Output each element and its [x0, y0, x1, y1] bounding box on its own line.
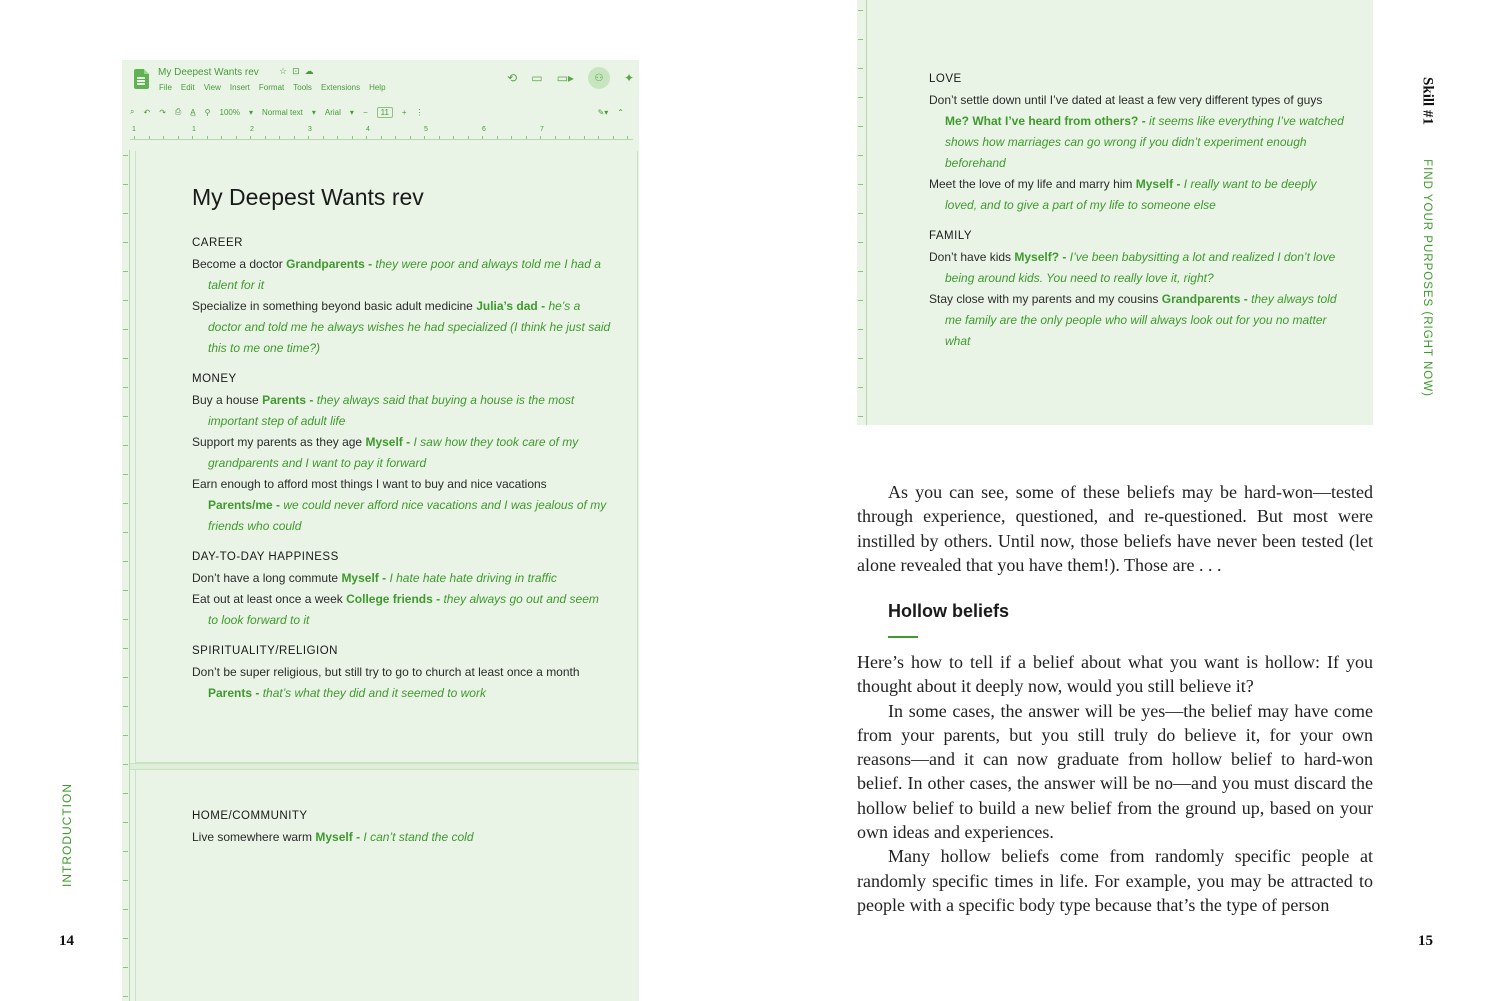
ruler-tick — [598, 136, 599, 139]
entry-text: Eat out at least once a week — [192, 592, 343, 606]
ruler-tick — [858, 329, 863, 330]
google-docs-screenshot — [122, 60, 639, 1001]
doc-entry — [929, 90, 1349, 174]
entry-source: Julia’s dad - — [476, 299, 546, 313]
ruler-tick — [381, 136, 382, 139]
ruler-label: 6 — [482, 126, 486, 133]
entry-source: Parents/me - — [208, 498, 281, 512]
ruler-tick — [555, 136, 556, 139]
video-call-icon: ▭▸ — [556, 71, 574, 85]
ruler-tick — [858, 300, 863, 301]
entry-note: I’ve been babysitting a lot and realized I don’t love being around kids. You need to really love it, right? — [945, 250, 1336, 285]
ruler-tick — [123, 909, 128, 910]
entry-source: Me? What I’ve heard from others? - — [945, 114, 1146, 128]
ruler-tick — [123, 329, 128, 330]
ruler-tick — [123, 416, 128, 417]
body-paragraph: Many hollow beliefs come from randomly specific people at randomly specific times in life. For example, you may be attracted to people with a specific body type because that’s the type of person — [857, 846, 1373, 915]
entry-note: I can’t stand the cold — [363, 830, 474, 844]
menu-view: View — [203, 83, 221, 92]
body-paragraph: In some cases, the answer will be yes—the belief may have come from your parents, but you still truly do believe it, for your own reasons—and it can now graduate from hollow belief to hard-won belief. In other cases, the answer will be no—and you must discard the hollow belief to build a new belief from the ground up, based on your own ideas and experiences. — [857, 700, 1373, 843]
entry-source: Parents - — [262, 393, 314, 407]
ruler-tick — [123, 793, 128, 794]
entry-text: Don’t have a long commute — [192, 571, 339, 585]
ruler-tick — [123, 706, 128, 707]
subhead-rule — [888, 636, 918, 638]
ruler-tick — [236, 136, 237, 139]
entry-note: we could never afford nice vacations and I was jealous of my friends who could — [208, 498, 607, 533]
ruler-tick — [858, 213, 863, 214]
ruler-tick — [439, 136, 440, 139]
plus-icon: + — [401, 107, 407, 117]
page-break — [130, 763, 639, 770]
entry-text: Don’t settle down until I’ve dated at least a few very different types of guys — [929, 93, 1323, 107]
star-icon: ☆ — [279, 66, 293, 76]
entry-note: he’s a doctor and told me he always wishes he had specialized (I think he just said this to me one time?) — [208, 299, 611, 355]
doc-section-heading: HOME/COMMUNITY — [192, 810, 308, 822]
ruler-tick — [221, 136, 222, 139]
chevron-down-icon: ▾ — [311, 107, 316, 117]
ruler-tick — [123, 387, 128, 388]
doc-entry — [192, 296, 612, 359]
entry-source: Myself - — [315, 830, 361, 844]
font-select: Arial — [324, 107, 341, 117]
ruler-tick — [123, 300, 128, 301]
ruler-tick — [279, 136, 280, 139]
doc-section-heading: LOVE — [929, 73, 962, 85]
ruler-tick — [123, 213, 128, 214]
page-number-right: 15 — [1418, 933, 1433, 949]
ruler-tick — [569, 136, 570, 139]
entry-text: Don’t be super religious, but still try to go to church at least once a month — [192, 665, 580, 679]
ruler-tick — [123, 242, 128, 243]
doc-heading: My Deepest Wants rev — [192, 184, 424, 210]
gemini-icon: ✦ — [623, 71, 634, 85]
ruler-label: 2 — [250, 126, 254, 133]
doc-entry — [192, 827, 612, 848]
entry-source: Myself - — [341, 571, 387, 585]
ruler-tick — [395, 136, 396, 139]
ruler-tick — [123, 445, 128, 446]
ruler-tick — [352, 136, 353, 139]
ruler-tick — [294, 136, 295, 139]
doc-entry — [192, 662, 612, 704]
ruler-tick — [511, 136, 512, 139]
doc-entry — [192, 254, 612, 296]
ruler-tick — [337, 136, 338, 139]
ruler-tick — [123, 271, 128, 272]
doc-section-heading: DAY-TO-DAY HAPPINESS — [192, 551, 339, 563]
font-size-field: 11 — [377, 107, 393, 118]
ruler — [130, 126, 633, 140]
docs-toolbar — [130, 103, 633, 121]
doc-entry — [192, 390, 612, 432]
entry-note: I saw how they took care of my grandparents and I want to pay it forward — [208, 435, 579, 470]
ruler-tick — [858, 387, 863, 388]
entry-text: Buy a house — [192, 393, 259, 407]
ruler-label: 4 — [366, 126, 370, 133]
ruler-label: 3 — [308, 126, 312, 133]
entry-note: they always said that buying a house is the most important step of adult life — [208, 393, 575, 428]
ruler-tick — [123, 880, 128, 881]
doc-entry — [192, 432, 612, 474]
ruler-tick — [453, 136, 454, 139]
redo-icon: ↷ — [159, 107, 166, 117]
print-icon: ⎙ — [174, 107, 182, 116]
doc-section-heading: SPIRITUALITY/RELIGION — [192, 645, 338, 657]
entry-note: they were poor and always told me I had a talent for it — [208, 257, 601, 292]
ruler-label: 5 — [424, 126, 428, 133]
docs-app-bar — [122, 60, 639, 102]
ruler-tick — [192, 136, 193, 139]
intro-paragraph: As you can see, some of these beliefs may be hard-won—tested through experience, questioned, and re-questioned. But most were instilled by others. Until now, those beliefs have never been tested (let alone revealed that you have them!). Those are . . . — [857, 482, 1373, 575]
ruler-tick — [627, 136, 628, 139]
ruler-tick — [123, 996, 128, 997]
ruler-tick — [163, 136, 164, 139]
doc-body-page-2 — [192, 806, 612, 848]
body-paragraph: Here’s how to tell if a belief about what you want is hollow: If you thought about it deeply now, would you still believe it? — [857, 652, 1373, 697]
style-select: Normal text — [261, 107, 303, 117]
ruler-tick — [858, 242, 863, 243]
entry-text: Meet the love of my life and marry him — [929, 177, 1133, 191]
entry-text: Earn enough to afford most things I want to buy and nice vacations — [192, 477, 547, 491]
ruler-tick — [123, 503, 128, 504]
menu-edit: Edit — [180, 83, 195, 92]
ruler-label: 1 — [132, 126, 136, 133]
share-icon: ⚇ — [588, 67, 610, 89]
ruler-tick — [265, 136, 266, 139]
ruler-tick — [134, 136, 135, 139]
ruler-tick — [858, 10, 863, 11]
top-right-icons — [507, 66, 639, 90]
ruler-tick — [858, 97, 863, 98]
comment-icon: ▭ — [531, 71, 543, 85]
paint-format-icon: ⚲ — [204, 107, 211, 117]
entry-source: Myself? - — [1014, 250, 1067, 264]
ruler-tick — [526, 136, 527, 139]
doc-entry — [929, 174, 1349, 216]
menu-file: File — [159, 83, 172, 92]
ruler-tick — [123, 474, 128, 475]
ruler-tick — [123, 590, 128, 591]
ruler-tick — [858, 155, 863, 156]
ruler-tick — [468, 136, 469, 139]
ruler-tick — [613, 136, 614, 139]
ruler-tick — [424, 136, 425, 139]
ruler-tick — [178, 136, 179, 139]
docs-logo-icon — [134, 69, 149, 89]
entry-note: they always told me family are the only people who will always look out for you no matter what — [945, 292, 1337, 348]
page-number-left: 14 — [59, 933, 74, 949]
doc-section-heading: CAREER — [192, 237, 243, 249]
ruler-tick — [858, 358, 863, 359]
doc-entry — [929, 289, 1349, 352]
menu-insert: Insert — [229, 83, 250, 92]
docs-title: My Deepest Wants rev — [158, 67, 259, 78]
skill-label: Skill #1 — [1419, 77, 1436, 125]
ruler-tick — [323, 136, 324, 139]
ruler-tick — [123, 358, 128, 359]
ruler-tick — [482, 136, 483, 139]
doc-body-continued — [929, 69, 1349, 352]
doc-body-page-1 — [192, 233, 612, 704]
menu-help: Help — [369, 83, 386, 92]
ruler-tick — [123, 677, 128, 678]
ruler-tick — [123, 735, 128, 736]
entry-source: Grandparents - — [1161, 292, 1248, 306]
entry-source: Myself - — [365, 435, 411, 449]
title-icons — [279, 66, 319, 77]
running-head-left: INTRODUCTION — [60, 783, 74, 887]
ruler-tick — [410, 136, 411, 139]
ruler-tick — [540, 136, 541, 139]
entry-note: they always go out and seem to look forward to it — [208, 592, 599, 627]
ruler-tick — [858, 68, 863, 69]
ruler-tick — [123, 184, 128, 185]
ruler-tick — [123, 619, 128, 620]
ruler-tick — [584, 136, 585, 139]
chevron-down-icon: ▾ — [349, 107, 354, 117]
ruler-tick — [149, 136, 150, 139]
ruler-tick — [123, 155, 128, 156]
menu-tools: Tools — [293, 83, 312, 92]
chevron-down-icon: ▾ — [248, 107, 253, 117]
entry-note: I hate hate hate driving in traffic — [389, 571, 557, 585]
edit-mode-icon: ✎▾ — [597, 107, 609, 117]
vertical-ruler — [857, 0, 867, 425]
cloud-icon: ☁ — [304, 66, 319, 76]
entry-note: that’s what they did and it seemed to work — [262, 686, 486, 700]
ruler-tick — [858, 126, 863, 127]
ruler-tick — [858, 184, 863, 185]
ruler-tick — [308, 136, 309, 139]
menu-bar — [159, 83, 386, 92]
ruler-tick — [123, 967, 128, 968]
collapse-icon: ⌃ — [617, 107, 624, 117]
menu-extensions: Extensions — [320, 83, 361, 92]
folder-icon: ⊡ — [292, 66, 305, 76]
entry-note: it seems like everything I’ve watched shows how marriages can go wrong if you didn’t experiment enough beforehand — [945, 114, 1344, 170]
body-text — [857, 650, 1373, 917]
ruler-tick — [858, 271, 863, 272]
entry-text: Don’t have kids — [929, 250, 1012, 264]
zoom-select: 100% — [219, 107, 240, 117]
ruler-tick — [123, 561, 128, 562]
doc-section-heading: MONEY — [192, 373, 237, 385]
entry-source: Grandparents - — [286, 257, 373, 271]
entry-source: College friends - — [346, 592, 441, 606]
entry-text: Live somewhere warm — [192, 830, 313, 844]
doc-entry — [192, 589, 612, 631]
doc-entry — [192, 568, 612, 589]
menu-format: Format — [258, 83, 285, 92]
ruler-tick — [207, 136, 208, 139]
minus-icon: − — [362, 107, 368, 117]
undo-icon: ↶ — [143, 107, 151, 117]
entry-text: Specialize in something beyond basic adult medicine — [192, 299, 473, 313]
doc-entry — [192, 474, 612, 537]
ruler-tick — [123, 764, 128, 765]
ruler-tick — [123, 938, 128, 939]
ruler-tick — [366, 136, 367, 139]
ruler-label: 1 — [192, 126, 196, 133]
ruler-tick — [123, 648, 128, 649]
doc-page-2 — [135, 770, 638, 1001]
ruler-tick — [858, 39, 863, 40]
google-docs-screenshot-continued — [857, 0, 1373, 425]
ruler-label: 7 — [540, 126, 544, 133]
doc-entry — [929, 247, 1349, 289]
ruler-tick — [123, 532, 128, 533]
entry-note: I really want to be deeply loved, and to give a part of my life to someone else — [945, 177, 1317, 212]
vertical-ruler — [122, 150, 130, 1001]
history-icon: ⟲ — [507, 71, 518, 85]
doc-section-heading: FAMILY — [929, 230, 973, 242]
ruler-tick — [123, 822, 128, 823]
entry-text: Support my parents as they age — [192, 435, 363, 449]
section-subhead: Hollow beliefs — [888, 601, 1010, 621]
ruler-tick — [497, 136, 498, 139]
ruler-tick — [250, 136, 251, 139]
search-icon: ⌕ — [130, 107, 135, 116]
more-icon: ⋮ — [415, 107, 424, 117]
running-head-right: FIND YOUR PURPOSES (RIGHT NOW) — [1421, 159, 1433, 397]
entry-source: Myself - — [1135, 177, 1181, 191]
spellcheck-icon: A̲ — [190, 107, 196, 117]
entry-text: Stay close with my parents and my cousins — [929, 292, 1159, 306]
entry-source: Parents - — [208, 686, 260, 700]
ruler-tick — [123, 851, 128, 852]
ruler-tick — [858, 416, 863, 417]
entry-text: Become a doctor — [192, 257, 283, 271]
